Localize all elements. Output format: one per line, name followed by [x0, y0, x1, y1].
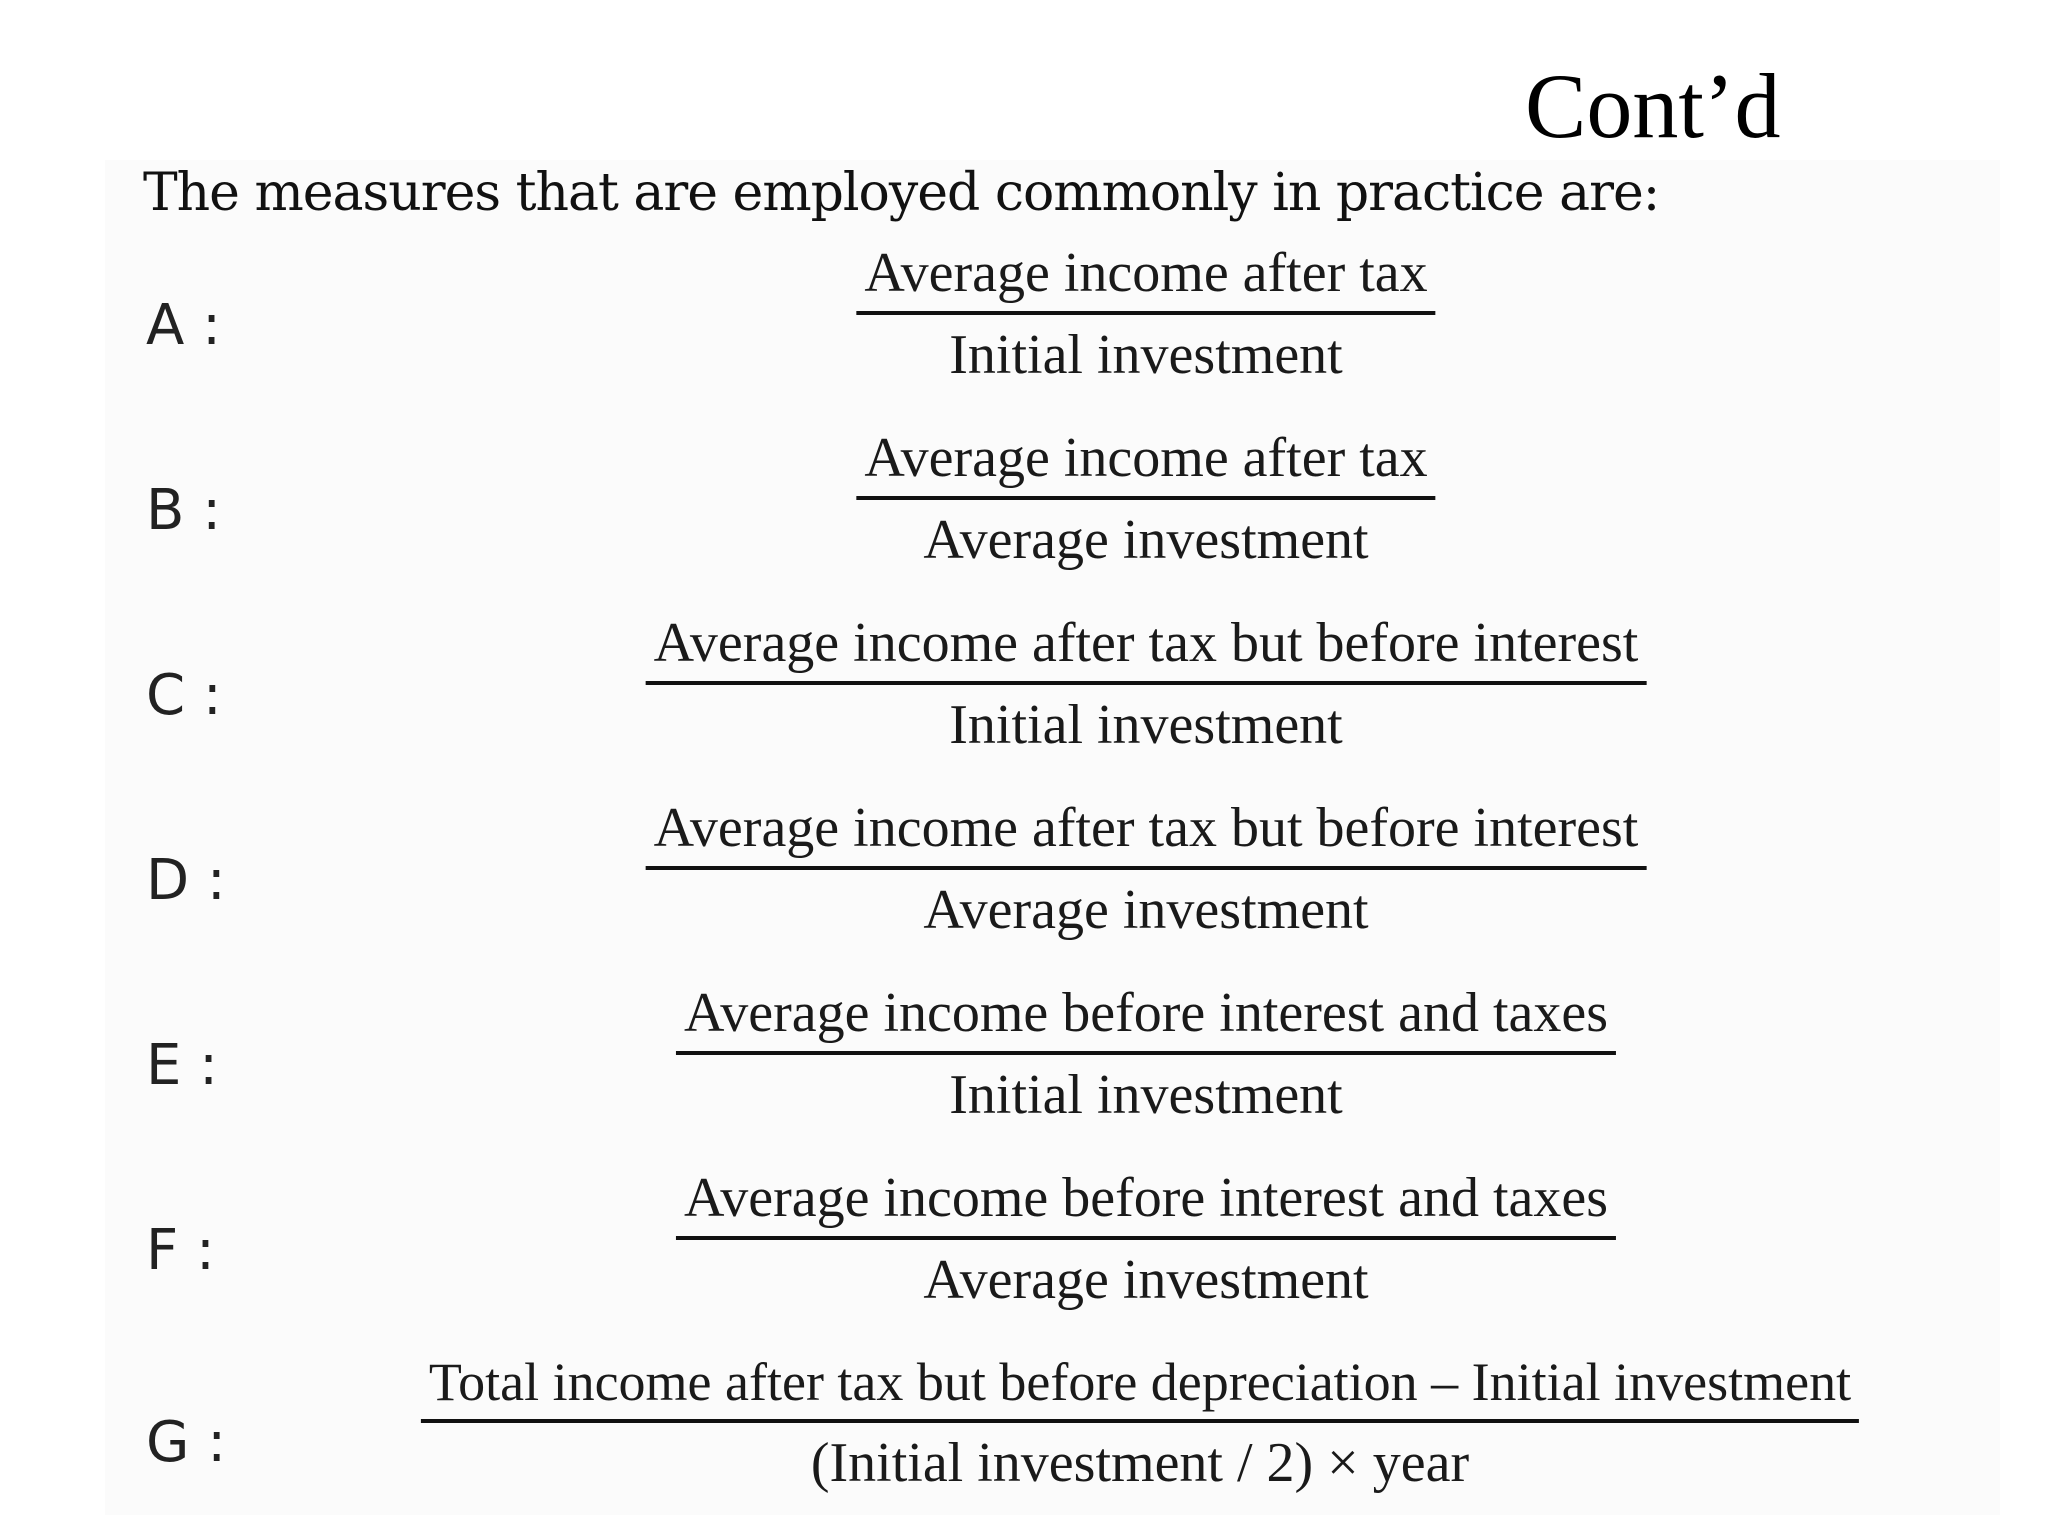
fraction-denominator: Average investment	[923, 879, 1369, 941]
fraction-numerator: Average income after tax but before interest	[653, 797, 1639, 859]
fraction	[421, 1352, 1859, 1494]
fraction-denominator: Initial investment	[949, 1064, 1343, 1126]
fraction	[676, 1167, 1616, 1311]
fraction-numerator: Total income after tax but before depreciation – Initial investment	[428, 1352, 1852, 1412]
measure-label: D :	[146, 848, 226, 913]
fraction-denominator: Average investment	[923, 509, 1369, 571]
measure-label: C :	[146, 663, 222, 728]
fraction-numerator: Average income after tax	[864, 427, 1428, 489]
slide-title: Cont’d	[1525, 55, 1781, 157]
measure-label: E :	[146, 1033, 219, 1098]
fraction-denominator: Initial investment	[949, 694, 1343, 756]
fraction-denominator: Initial investment	[949, 324, 1343, 386]
fraction-denominator: Average investment	[923, 1249, 1369, 1311]
fraction	[856, 242, 1435, 386]
measure-label: A :	[146, 293, 221, 358]
fraction	[856, 427, 1435, 571]
intro-text: The measures that are employed commonly in practice are:	[143, 163, 1660, 223]
fraction-numerator: Average income before interest and taxes	[683, 1167, 1609, 1229]
fraction	[676, 982, 1616, 1126]
fraction-numerator: Average income after tax but before interest	[653, 612, 1639, 674]
fraction-numerator: Average income after tax	[864, 242, 1428, 304]
fraction	[646, 797, 1647, 941]
measure-label: F :	[146, 1218, 215, 1283]
fraction-denominator: (Initial investment / 2) × year	[810, 1432, 1470, 1494]
measure-label: G :	[146, 1410, 227, 1475]
fraction	[646, 612, 1647, 756]
fraction-numerator: Average income before interest and taxes	[683, 982, 1609, 1044]
measure-label: B :	[146, 478, 222, 543]
